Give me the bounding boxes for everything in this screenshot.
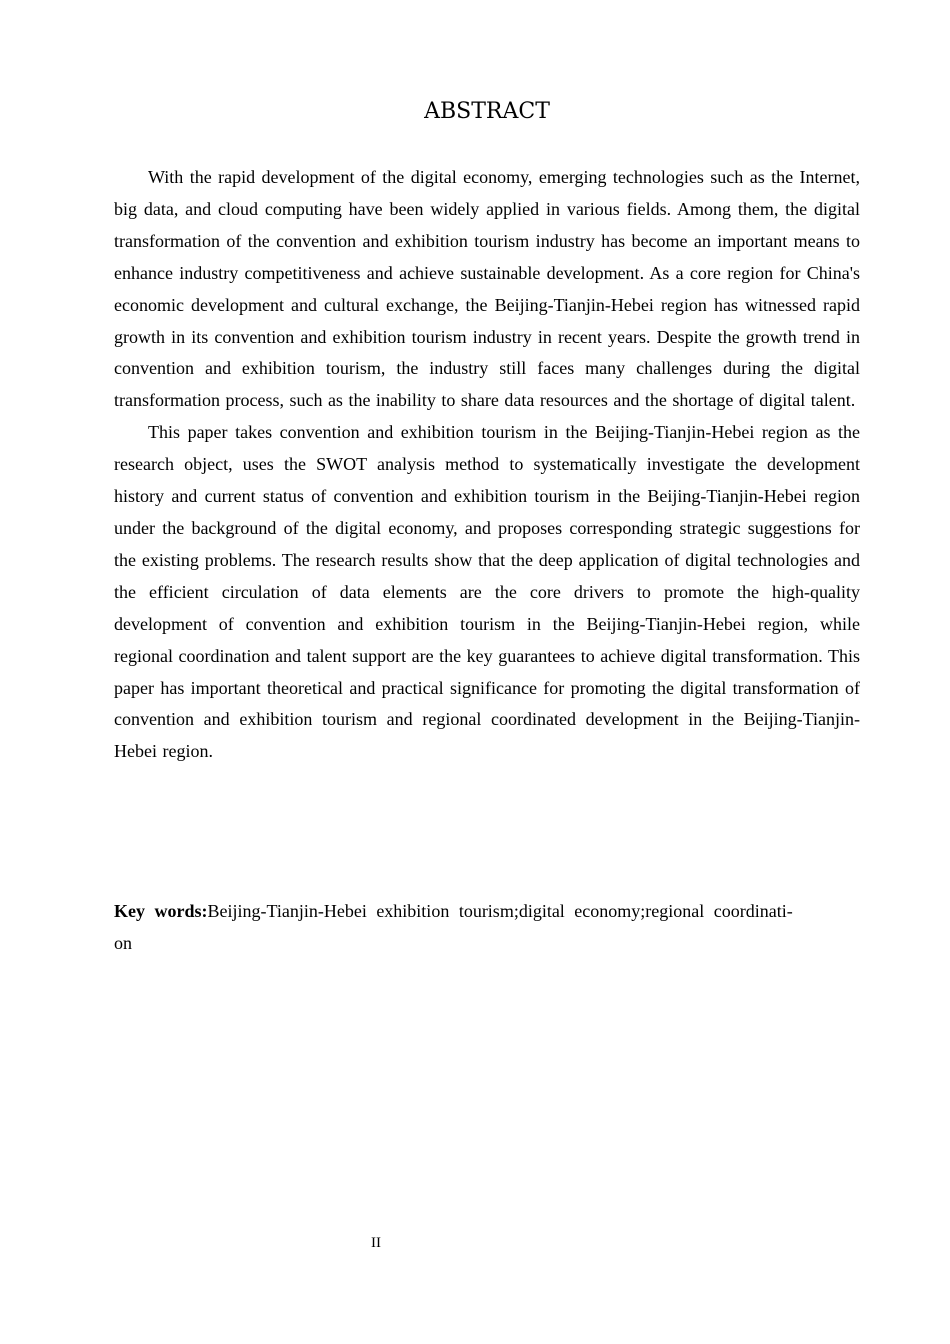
page-number: II: [371, 1235, 381, 1251]
keywords-text: Beijing-Tianjin-Hebei exhibition tourism;digital economy;regional coordinati-: [207, 901, 793, 921]
keywords-label: Key words:: [114, 901, 208, 921]
abstract-paragraph-2: This paper takes convention and exhibition tourism in the Beijing-Tianjin-Hebei region as the research object, uses the SWOT analysis method to systematically investigate the development history and current status of convention and exhibition tourism in the Beijing-Tianjin-Hebei region under the background of the digital economy, and proposes corresponding strategic suggestions for the existing problems. The research results show that the deep application of digital technologies and the efficient circulation of data elements are the core drivers to promote the high-quality development of convention and exhibition tourism in the Beijing-Tianjin-Hebei region, while regional coordination and talent support are the key guarantees to achieve digital transformation. This paper has important theoretical and practical significance for promoting the digital transformation of convention and exhibition tourism and regional coordinated development in the Beijing-Tianjin-Hebei region.: [114, 422, 860, 762]
abstract-paragraph-1: With the rapid development of the digital economy, emerging technologies such as the Internet, big data, and cloud computing have been widely applied in various fields. Among them, the digital transformation of the convention and exhibition tourism industry has become an important means to enhance industry competitiveness and achieve sustainable development. As a core region for China's economic development and cultural exchange, the Beijing-Tianjin-Hebei region has witnessed rapid growth in its convention and exhibition tourism industry in recent years. Despite the growth trend in convention and exhibition tourism, the industry still faces many challenges during the digital transformation process, such as the inability to share data resources and the shortage of digital talent.: [114, 167, 860, 411]
keywords-block: [114, 896, 860, 960]
keywords-line-2: on: [114, 932, 132, 953]
abstract-body: [114, 162, 860, 768]
abstract-title: ABSTRACT: [424, 99, 550, 124]
keywords-line-1: [114, 896, 860, 928]
